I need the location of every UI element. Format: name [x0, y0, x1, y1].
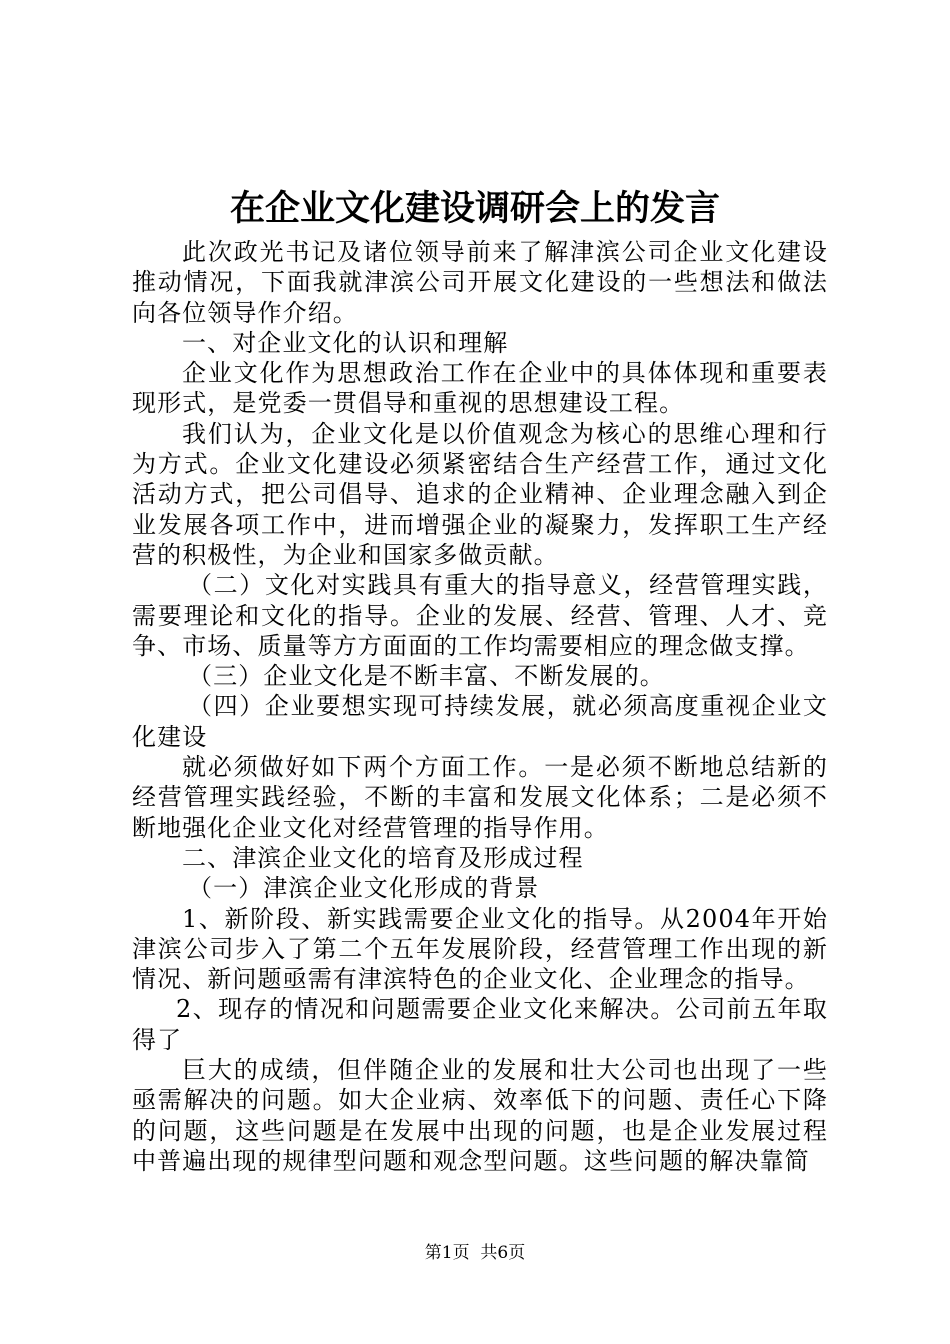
- paragraph: 企业文化作为思想政治工作在企业中的具体体现和重要表现形式，是党委一贯倡导和重视的思想建设工程。: [132, 359, 828, 418]
- paragraph: （三）企业文化是不断丰富、不断发展的。: [188, 662, 665, 691]
- paragraph: 1、新阶段、新实践需要企业文化的指导。从2004年开始津滨公司步入了第二个五年发展阶段，经营管理工作出现的新情况、新问题亟需有津滨特色的企业文化、企业理念的指导。: [132, 904, 828, 994]
- paragraph: 就必须做好如下两个方面工作。一是必须不断地总结新的经营管理实践经验，不断的丰富和发展文化体系；二是必须不断地强化企业文化对经营管理的指导作用。: [132, 753, 828, 842]
- paragraph: （二）文化对实践具有重大的指导意义，经营管理实践，需要理论和文化的指导。企业的发展、经营、管理、人才、竞争、市场、质量等方方面面的工作均需要相应的理念做支撑。: [132, 571, 828, 660]
- paragraph-intro: 此次政光书记及诸位领导前来了解津滨公司企业文化建设推动情况，下面我就津滨公司开展文化建设的一些想法和做法向各位领导作介绍。: [132, 238, 828, 327]
- paragraph: 巨大的成绩，但伴随企业的发展和壮大公司也出现了一些亟需解决的问题。如大企业病、效率低下的问题、责任心下降的问题，这些问题是在发展中出现的问题，也是企业发展过程中普遍出现的规律型问题和观念型问题。这些问题的解决靠简: [132, 1056, 828, 1175]
- paragraph: 我们认为，企业文化是以价值观念为核心的思维心理和行为方式。企业文化建设必须紧密结合生产经营工作，通过文化活动方式，把公司倡导、追求的企业精神、企业理念融入到企业发展各项工作中，进而增强企业的凝聚力，发挥职工生产经营的积极性，为企业和国家多做贡献。: [132, 419, 828, 569]
- page-number: 第1页 共6页: [424, 1243, 526, 1263]
- section-heading-2: 二、津滨企业文化的培育及形成过程: [182, 843, 584, 872]
- subsection-heading: （一）津滨企业文化形成的背景: [188, 874, 540, 903]
- document-body: [132, 237, 828, 1176]
- page-footer: [0, 1241, 950, 1265]
- paragraph: （四）企业要想实现可持续发展，就必须高度重视企业文化建设: [132, 692, 828, 751]
- document-title: 在企业文化建设调研会上的发言: [229, 188, 720, 229]
- paragraph: 2、现存的情况和问题需要企业文化来解决。公司前五年取得了: [132, 995, 828, 1054]
- section-heading-1: 一、对企业文化的认识和理解: [182, 328, 509, 357]
